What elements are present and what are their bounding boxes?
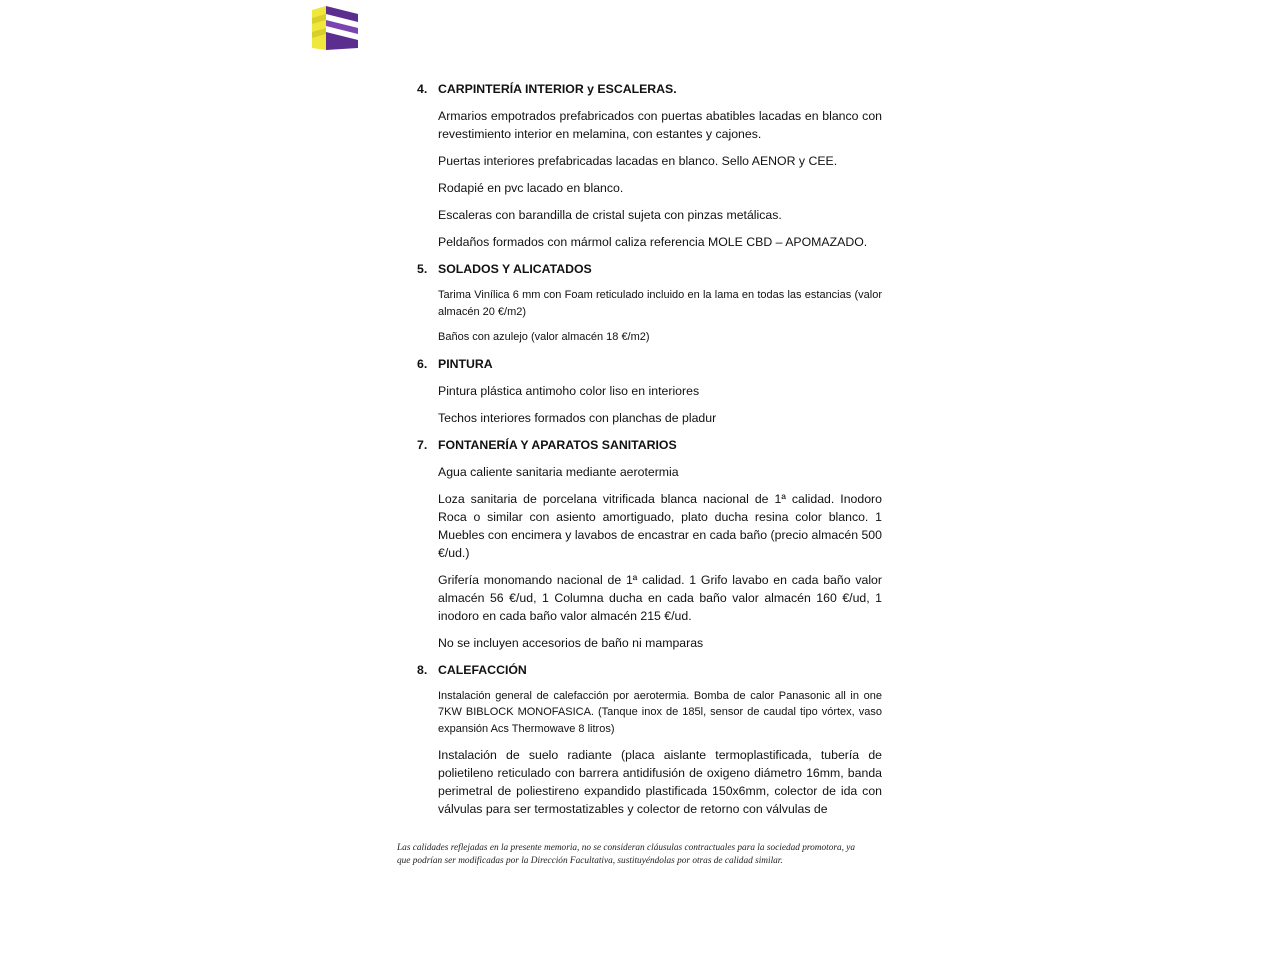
section-title: CARPINTERÍA INTERIOR y ESCALERAS. <box>438 82 677 96</box>
document-body <box>417 80 882 820</box>
section-paragraph: Instalación de suelo radiante (placa aislante termoplastificada, tubería de polietileno reticulado con barrera antidifusión de oxigeno diámetro 16mm, banda perimetral de poliestireno expandido plastificada 150x6mm, colector de ida con válvulas para ser termostatizables y colector de retorno con válvulas de <box>438 748 882 816</box>
section-heading <box>417 436 882 454</box>
section-heading <box>417 661 882 679</box>
section-paragraph: Peldaños formados con mármol caliza referencia MOLE CBD – APOMAZADO. <box>438 235 868 249</box>
section-number: 8. <box>417 662 428 677</box>
footer-disclaimer: Las calidades reflejadas en la presente memoria, no se consideran cláusulas contractuales para la sociedad promotora, ya que podrían ser modificadas por la Dirección Facultativa, sustituyéndolas por otras de calidad similar. <box>397 843 856 866</box>
section-title: CALEFACCIÓN <box>438 662 527 677</box>
logo-purple-bar-top <box>326 6 358 22</box>
section-paragraph: No se incluyen accesorios de baño ni mamparas <box>438 635 704 650</box>
section-paragraph: Agua caliente sanitaria mediante aerotermia <box>438 464 679 479</box>
section-paragraph: Grifería monomando nacional de 1ª calidad. 1 Grifo lavabo en cada baño valor almacén 56 €/ud, 1 Columna ducha en cada baño valor almacén 160 €/ud, 1 inodoro en cada baño valor almacén 215 €/ud. <box>438 572 882 623</box>
section-paragraph: Puertas interiores prefabricadas lacadas en blanco. Sello AENOR y CEE. <box>438 154 838 168</box>
logo-purple-bar-bottom <box>326 32 358 50</box>
section-number: 6. <box>417 356 428 371</box>
section-title: PINTURA <box>438 356 493 371</box>
section-paragraph: Baños con azulejo (valor almacén 18 €/m2) <box>438 331 650 343</box>
section-paragraph: Rodapié en pvc lacado en blanco. <box>438 181 624 195</box>
logo-yellow-column <box>312 6 326 50</box>
section-paragraph: Techos interiores formados con planchas de pladur <box>438 410 717 425</box>
section-number: 4. <box>417 82 428 96</box>
section-heading <box>417 80 882 98</box>
section-paragraph: Instalación general de calefacción por aerotermia. Bomba de calor Panasonic all in one 7KW BIBLOCK MONOFASICA. (Tanque inox de 185l, sensor de caudal tipo vórtex, vaso expansión Acs Thermowave 8 litros) <box>438 689 882 735</box>
section-paragraph: Loza sanitaria de porcelana vitrificada blanca nacional de 1ª calidad. Inodoro Roca o similar con asiento amortiguado, plato ducha resina color blanco. 1 Muebles con encimera y lavabos de encastrar en cada baño (precio almacén 500 €/ud.) <box>438 491 882 560</box>
section-paragraph: Tarima Vinílica 6 mm con Foam reticulado incluido en la lama en todas las estancias (valor almacén 20 €/m2) <box>438 289 882 318</box>
section-paragraph: Armarios empotrados prefabricados con puertas abatibles lacadas en blanco con revestimiento interior en melamina, con estantes y cajones. <box>438 109 882 141</box>
section-heading <box>417 260 882 278</box>
section-number: 5. <box>417 262 428 276</box>
section-title: SOLADOS Y ALICATADOS <box>438 262 592 276</box>
section-number: 7. <box>417 437 428 452</box>
section-paragraph: Escaleras con barandilla de cristal sujeta con pinzas metálicas. <box>438 208 782 222</box>
section-paragraph: Pintura plástica antimoho color liso en interiores <box>438 383 700 398</box>
company-logo-icon <box>310 4 362 52</box>
logo-purple-bar-middle <box>326 20 358 34</box>
section-heading <box>417 355 882 373</box>
section-title: FONTANERÍA Y APARATOS SANITARIOS <box>438 437 677 452</box>
